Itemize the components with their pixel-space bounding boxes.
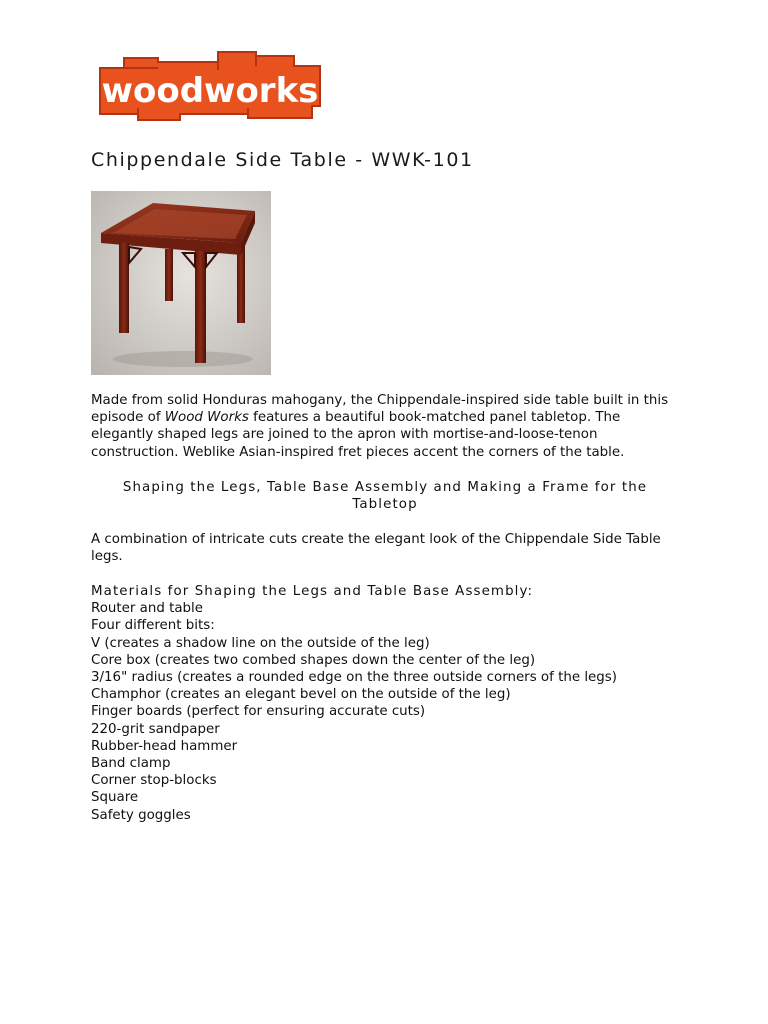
table-shadow <box>113 351 253 367</box>
materials-item: Router and table <box>91 601 203 617</box>
materials-item: V (creates a shadow line on the outside of the leg) <box>91 635 430 651</box>
intro-paragraph <box>91 392 681 461</box>
materials-section <box>91 583 711 824</box>
page-title: Chippendale Side Table - WWK-101 <box>91 149 474 171</box>
table-front-leg <box>119 243 129 333</box>
materials-item: 3/16" radius (creates a rounded edge on the three outside corners of the legs) <box>91 670 617 686</box>
materials-heading: Materials for Shaping the Legs and Table Base Assembly: <box>91 584 534 599</box>
materials-item: Core box (creates two combed shapes down the center of the leg) <box>91 652 536 668</box>
materials-item: Square <box>91 790 139 806</box>
materials-list <box>91 600 711 824</box>
show-name: Wood Works <box>164 410 249 426</box>
section-heading: Shaping the Legs, Table Base Assembly and Making a Frame for the Tabletop <box>122 480 648 513</box>
legs-description: A combination of intricate cuts create the elegant look of the Chippendale Side Table legs. <box>91 532 661 565</box>
materials-item: Corner stop-blocks <box>91 773 217 789</box>
intro-text-continued: features a beautiful book-matched panel tabletop. The elegantly shaped legs are joined to the apron with mortise-and-loose-tenon construction. Weblike Asian-inspired fret pieces accent the corners of the table. <box>91 410 625 460</box>
logo-text: woodworks <box>101 71 319 111</box>
woodworks-logo <box>98 50 322 130</box>
materials-item: Rubber-head hammer <box>91 738 238 754</box>
intro-text: Made from solid Honduras mahogany, the Chippendale-inspired side table built in this episode of <box>91 393 669 426</box>
materials-item: Champhor (creates an elegant bevel on the outside of the leg) <box>91 687 511 703</box>
materials-item: Band clamp <box>91 756 171 772</box>
materials-item: Finger boards (perfect for ensuring accurate cuts) <box>91 704 426 720</box>
table-back-leg <box>165 249 173 301</box>
materials-item: 220-grit sandpaper <box>91 721 220 737</box>
materials-item: Safety goggles <box>91 807 191 823</box>
side-table-photo <box>91 191 271 375</box>
table-front-leg <box>195 251 206 363</box>
materials-item: Four different bits: <box>91 618 215 634</box>
